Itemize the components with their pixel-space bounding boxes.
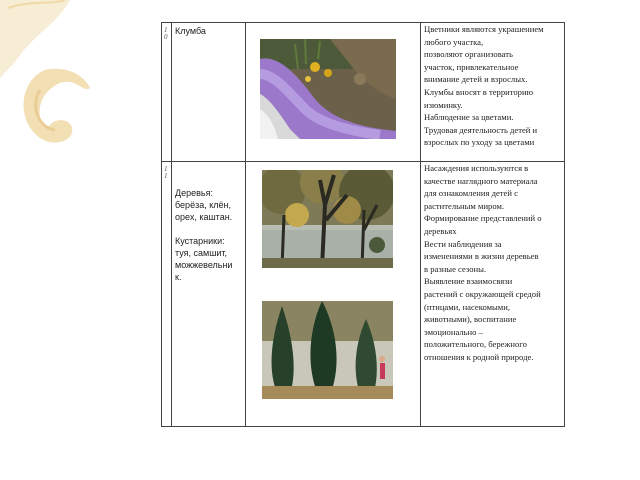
- name-line: Кустарники:: [175, 236, 225, 246]
- description-line: внимание детей и взрослых.: [424, 74, 528, 85]
- description-line: (птицами, насекомыми,: [424, 301, 510, 312]
- description-line: любого участка,: [424, 36, 484, 47]
- description-line: качестве наглядного материала: [424, 175, 538, 186]
- object-name: [172, 162, 245, 285]
- decorative-swirl: [0, 0, 100, 180]
- name-line: туя, самшит,: [175, 248, 228, 258]
- photo-trees-icon: [262, 170, 393, 268]
- description-line: Формирование представлений о: [424, 213, 542, 224]
- description-line: для ознакомления детей с: [424, 188, 518, 199]
- description-line: позволяют организовать: [424, 49, 513, 60]
- row-number: 11: [164, 165, 168, 180]
- photo-flowerbed-icon: [260, 39, 396, 139]
- name-line: Деревья:: [175, 188, 213, 198]
- description-line: Клумбы вносят в территорию: [424, 86, 533, 97]
- description-line: взрослых по уходу за цветами: [424, 137, 535, 148]
- plants-table: [161, 22, 565, 427]
- description-line: положительного, бережного: [424, 339, 527, 350]
- description-line: изменениями в жизни деревьев: [424, 251, 539, 262]
- table-row: [162, 23, 565, 162]
- description-line: Вести наблюдения за: [424, 238, 502, 249]
- description-line: изюминку.: [424, 99, 463, 110]
- name-line: к.: [175, 272, 182, 282]
- photo-cell: [246, 23, 421, 162]
- description-line: Цветники являются украшением: [424, 24, 544, 34]
- object-name-cell: [172, 162, 246, 427]
- photo-cell: [246, 162, 421, 427]
- name-line: берёза, клён,: [175, 200, 231, 210]
- description-line: деревьях: [424, 225, 457, 236]
- name-line: орех, каштан.: [175, 212, 233, 222]
- row-number-cell: [162, 23, 172, 162]
- name-line: можжевельни: [175, 260, 233, 270]
- name-line: [175, 223, 242, 235]
- row-number-cell: [162, 162, 172, 427]
- description-line: в разные сезоны.: [424, 263, 487, 274]
- description-cell: [421, 23, 565, 162]
- description-line: Насаждения используются в: [424, 163, 529, 173]
- description-line: растений с окружающей средой: [424, 288, 541, 299]
- description-cell: [421, 162, 565, 427]
- description-line: участок, привлекательное: [424, 61, 519, 72]
- description-line: отношения к родной природе.: [424, 351, 534, 362]
- description-line: Наблюдение за цветами.: [424, 112, 514, 123]
- table-row: [162, 162, 565, 427]
- object-name-cell: [172, 23, 246, 162]
- photo-thuja-icon: [262, 301, 393, 399]
- description-line: эмоционально –: [424, 326, 483, 337]
- description-line: Выявление взаимосвязи: [424, 276, 513, 287]
- description-line: животными), воспитание: [424, 314, 517, 325]
- description-text: [421, 162, 564, 364]
- description-line: Трудовая деятельность детей и: [424, 124, 538, 135]
- object-name: Клумба: [175, 26, 206, 36]
- row-number: 10: [164, 26, 168, 41]
- description-line: растительным миром.: [424, 200, 505, 211]
- description-text: [421, 23, 564, 149]
